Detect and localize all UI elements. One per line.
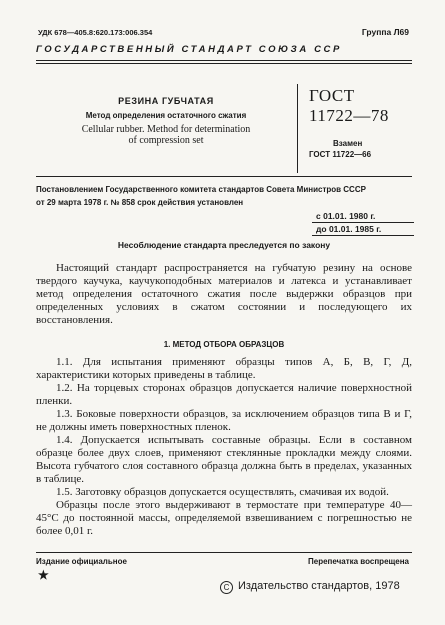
group-code: Группа Л69: [361, 27, 409, 37]
english-title-line2: of compression set: [128, 135, 204, 146]
reprint-prohibited: Перепечатка воспрещена: [308, 557, 409, 566]
copyright-icon: C: [220, 581, 233, 594]
footer-rule: [36, 552, 412, 553]
english-title: [36, 124, 296, 146]
udk-code: УДК 678—405.8:620.173:006.354: [38, 28, 153, 37]
date-from-underline: [312, 222, 414, 223]
top-rule: [36, 60, 412, 61]
clause-1-5-cont: Образцы после этого выдерживают в термостате при температуре 40—45°С до постоянной массы, определяемой взвешиванием с погрешностью не более 0,01 г.: [36, 499, 412, 537]
clause-1-2: 1.2. На торцевых сторонах образцов допускается наличие поверхностной пленки.: [36, 382, 412, 407]
clause-1-5: 1.5. Заготовку образцов допускается осуществлять, смачивая их водой.: [56, 486, 389, 498]
star-icon: ★: [38, 568, 49, 582]
resolution-line2: от 29 марта 1978 г. № 858 срок действия установлен: [36, 198, 244, 207]
gost-number: 11722—78: [309, 106, 389, 125]
top-rule-thin: [36, 63, 412, 64]
english-title-line1: Cellular rubber. Method for determination: [81, 124, 251, 135]
clause-1-1: 1.1. Для испытания применяют образцы типов А, Б, В, Г, Д, характеристики которых приведены в таблице.: [36, 356, 412, 381]
standard-banner: ГОСУДАРСТВЕННЫЙ СТАНДАРТ СОЮЗА ССР: [36, 44, 342, 55]
document-title: РЕЗИНА ГУБЧАТАЯ: [118, 96, 214, 106]
date-from: с 01.01. 1980 г.: [316, 211, 376, 221]
official-edition: Издание официальное: [36, 557, 127, 566]
clause-1-3: 1.3. Боковые поверхности образцов, за исключением образцов типа В и Г, не должны иметь поверхностных пленок.: [36, 408, 412, 433]
section-heading: 1. МЕТОД ОТБОРА ОБРАЗЦОВ: [163, 340, 285, 349]
header-bottom-rule: [36, 176, 412, 177]
section-body: [36, 356, 412, 538]
replaces-label: Взамен: [333, 139, 363, 148]
legal-warning: Несоблюдение стандарта преследуется по закону: [117, 240, 331, 250]
date-to: до 01.01. 1985 г.: [316, 224, 382, 234]
copyright-text: Издательство стандартов, 1978: [238, 580, 400, 592]
date-to-underline: [312, 235, 414, 236]
resolution-text: [36, 183, 412, 209]
intro-text: Настоящий стандарт распространяется на губчатую резину на основе твердого каучука, каучукоподобных материалов и латекса и устанавливает метод определения остаточного сжатия после выдержки образцов при определенных условиях в сжатом состоянии и последующего их восстановления.: [36, 262, 412, 326]
title-divider: [297, 84, 298, 173]
copyright-line: [220, 580, 400, 594]
resolution-line1: Постановлением Государственного комитета стандартов Совета Министров СССР: [36, 185, 366, 194]
replaces-value: ГОСТ 11722—66: [309, 150, 372, 159]
intro-paragraph: [36, 262, 412, 327]
clause-1-4: 1.4. Допускается испытывать составные образцы. Если в составном образце более двух слоев, применяют стеклянные прокладки между слоями. Высота губчатого слоя составного образца должна быть в пределах, указанных в таблице.: [36, 434, 412, 485]
document-subtitle: Метод определения остаточного сжатия: [85, 111, 247, 120]
gost-label: ГОСТ: [309, 86, 355, 105]
